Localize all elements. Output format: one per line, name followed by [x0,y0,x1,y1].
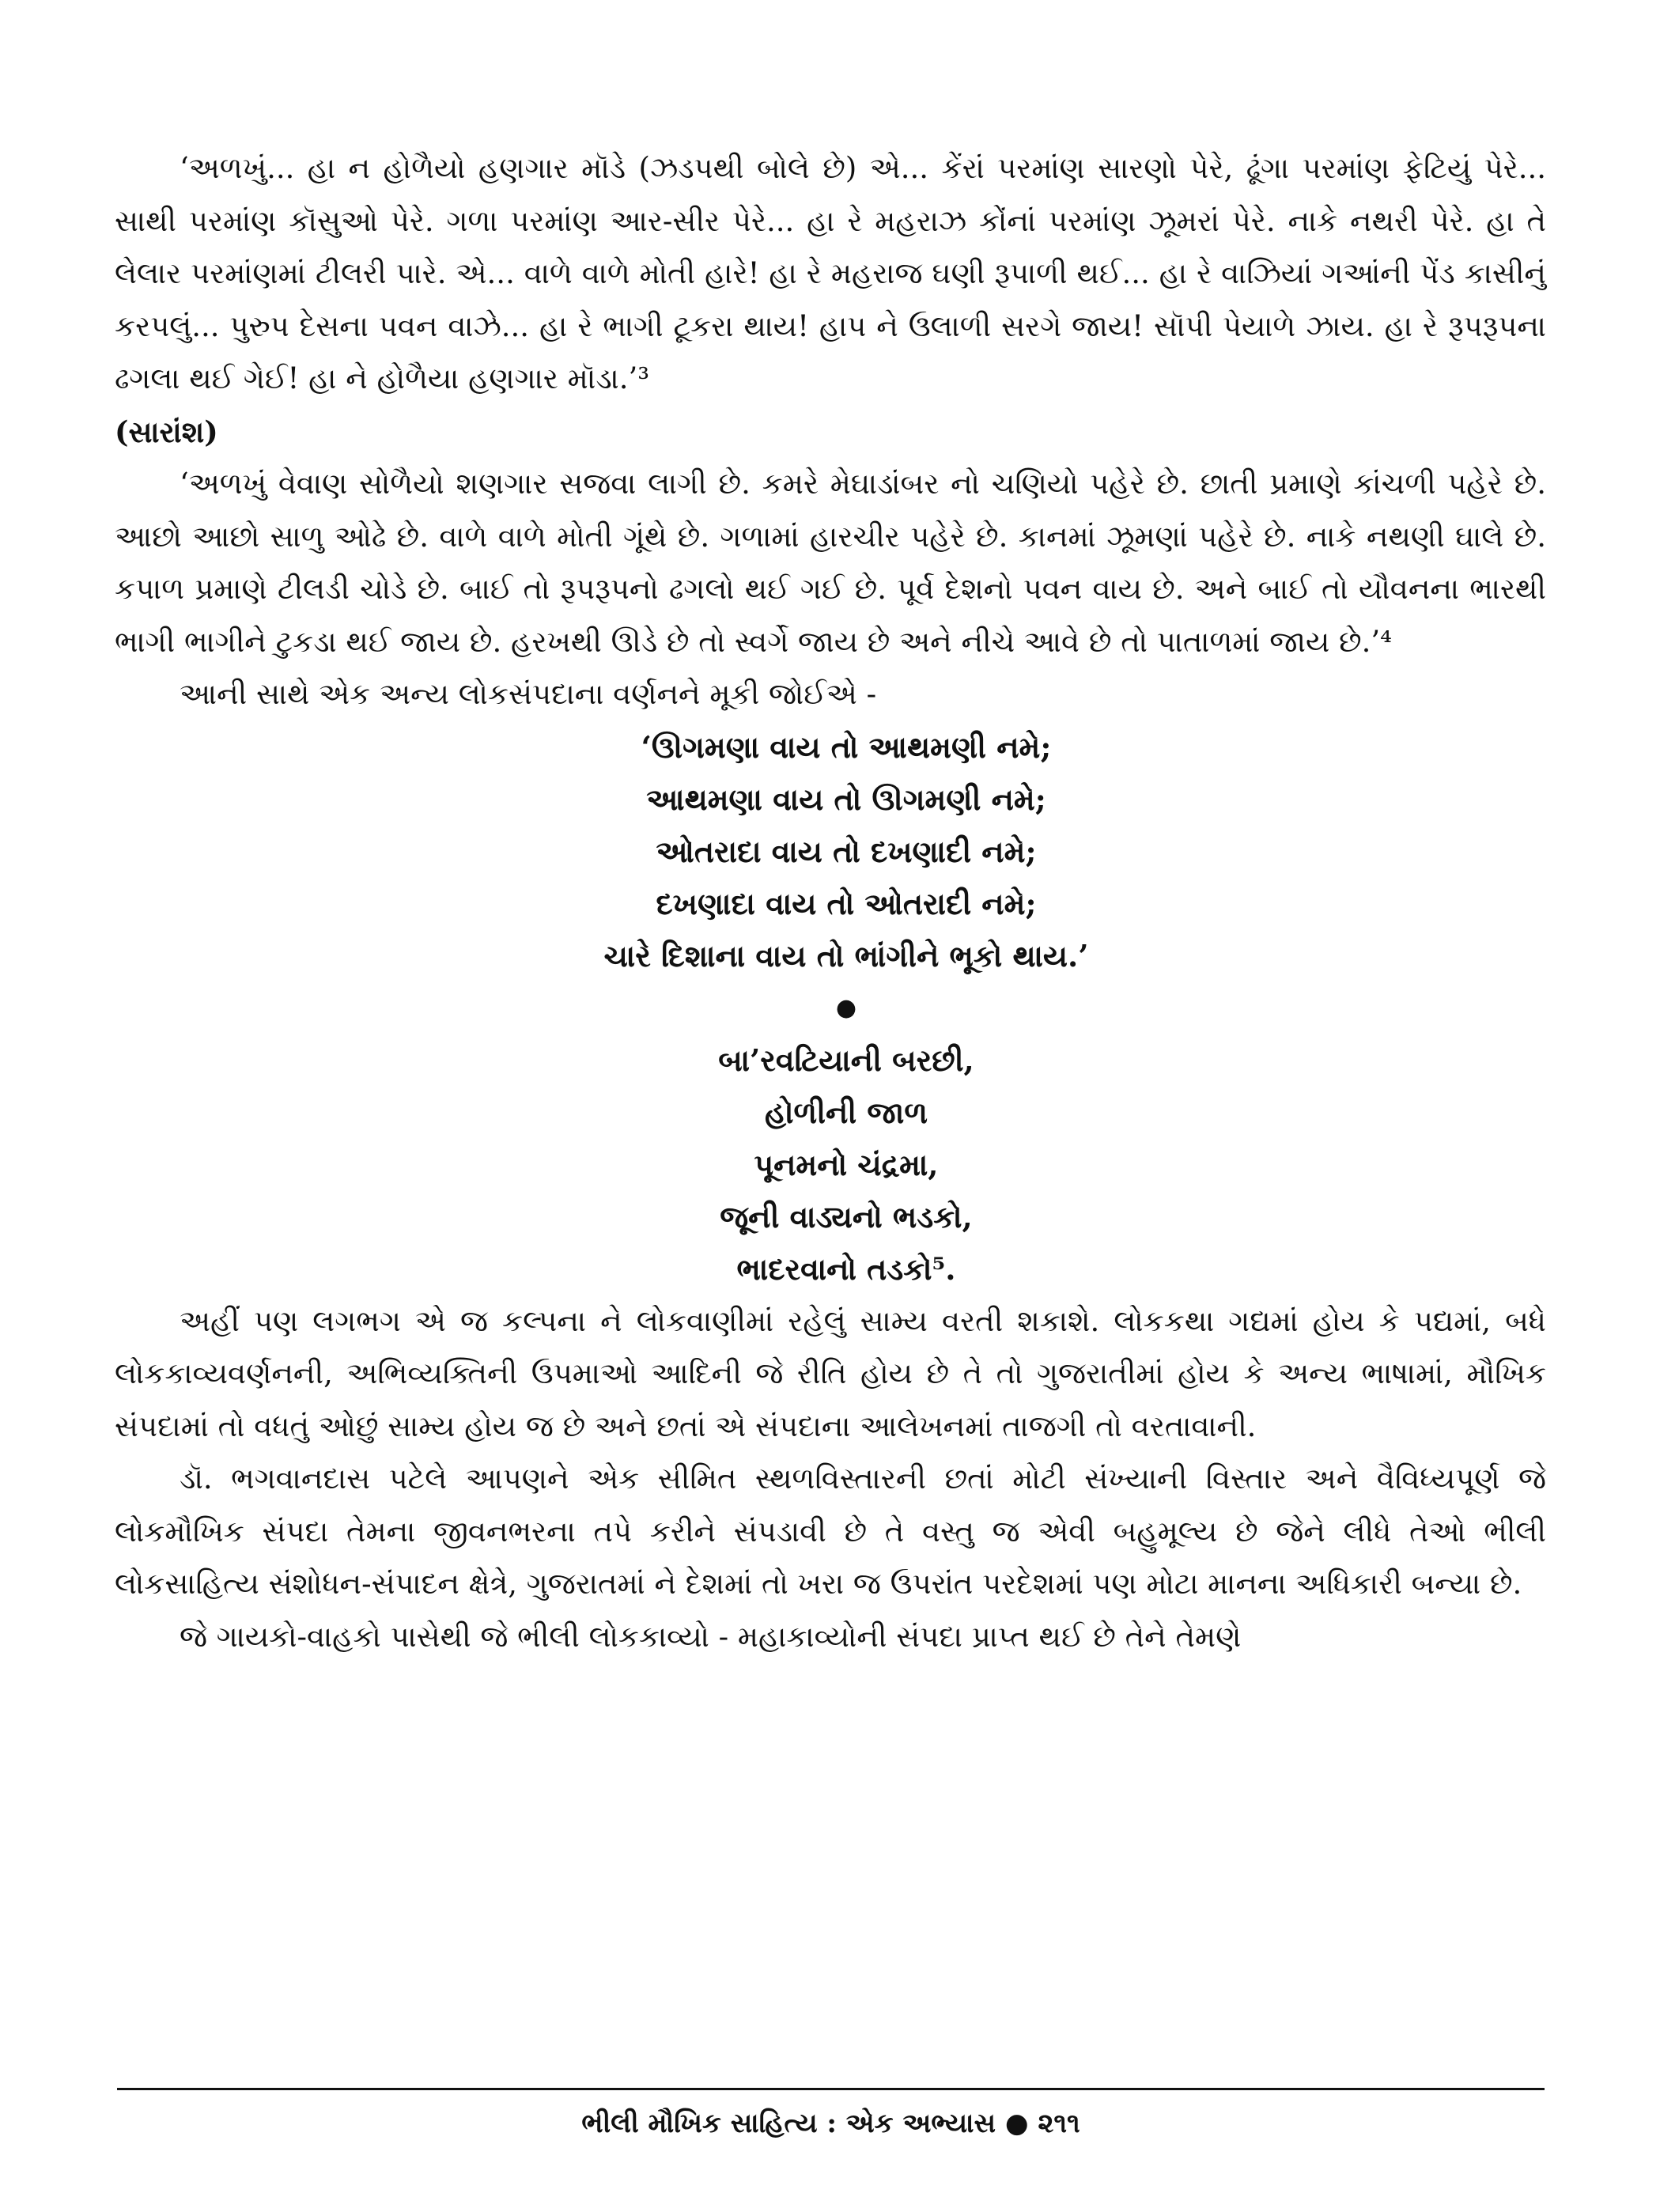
verse-two-line: પૂનમનો ચંદ્રમા, [754,1146,939,1182]
verse-one-line: ‘ઊગમણા વાય તો આથમણી નમે; [641,728,1052,765]
intro-line: આની સાથે એક અન્ય લોકસંપદાના વર્ણનને મૂકી જોઈએ - [180,677,877,711]
verse-one-line: આથમણા વાય તો ઊગમણી નમે; [646,781,1046,817]
body-paragraph: ડૉ. ભગવાનદાસ પટેલે આપણને એક સીમિત સ્થળવિસ્તારની છતાં મોટી સંખ્યાની વિસ્તાર અને વૈવિધ્યપૂર્ણ જે લોકમૌખિક સંપદા તેમના જીવનભરના તપે કરીને સંપડાવી છે તે વસ્તુ જ એવી બહુમૂલ્ય છે જેને લીધે તેઓ ભીલી લોકસાહિત્ય સંશોધન-સંપાદન ક્ષેત્રે, ગુજરાતમાં ને દેશમાં તો ખરા જ ઉપરાંત પરદેશમાં પણ મોટા માનના અધિકારી બન્યા છે. [115,1461,1546,1601]
verse-two-line: ભાદરવાનો તડકો⁵. [736,1250,956,1287]
summary-paragraph: ‘અળખું વેવાણ સોળૈયો શણગાર સજવા લાગી છે. કમરે મેઘાડાંબર નો ચણિયો પહેરે છે. છાતી પ્રમાણે કાંચળી પહેરે છે. આછો આછો સાળુ ઓઢે છે. વાળે વાળે મોતી ગૂંથે છે. ગળામાં હારચીર પહેરે છે. કાનમાં ઝૂમણાં પહેરે છે. નાકે નથણી ઘાલે છે. કપાળ પ્રમાણે ટીલડી ચોડે છે. બાઈ તો રૂપરૂપનો ઢગલો થઈ ગઈ છે. પૂર્વ દેશનો પવન વાય છે. અને બાઈ તો યૌવનના ભારથી ભાગી ભાગીને ટુકડા થઈ જાય છે. હરખથી ઊડે છે તો સ્વર્ગે જાય છે અને નીચે આવે છે તો પાતાળમાં જાય છે.’⁴ [115,467,1546,659]
body-paragraph: અહીં પણ લગભગ એ જ કલ્પના ને લોકવાણીમાં રહેલું સામ્ય વરતી શકાશે. લોકકથા ગદ્યમાં હોય કે પદ્યમાં, બધે લોકકાવ્યવર્ણનની, અભિવ્યક્તિની ઉપમાઓ આદિની જે રીતિ હોય છે તે તો ગુજરાતીમાં હોય કે અન્ય ભાષામાં, મૌખિક સંપદામાં તો વધતું ઓછું સામ્ય હોય જ છે અને છતાં એ સંપદાના આલેખનમાં તાજગી તો વરતાવાની. [115,1303,1546,1443]
quoted-passage: ‘અળખું... હા ન હોળૈયો હણગાર મૉડે (ઝડપથી બોલે છે) એ... કેંરાં પરમાંણ સારણો પેરે, ઢૂંગા પરમાંણ ફેટિયું પેરે... સાથી પરમાંણ કૉસુઓ પેરે. ગળા પરમાંણ આર-સીર પેરે... હા રે મહરાઝ કોંનાં પરમાંણ ઝૂમરાં પેરે. નાકે નથરી પેરે. હા તે લેલાર પરમાંણમાં ટીલરી પારે. એ... વાળે વાળે મોતી હારે! હા રે મહરાજ ઘણી રૂપાળી થઈ... હા રે વાઝિયાં ગઆંની પેંડ કાસીનું કરપલું... પુરુપ દેસના પવન વાઝે... હા રે ભાગી ટૂકરા થાય! હાપ ને ઉલાળી સરગે જાય! સૉપી પેયાળે ઝાય. હા રે રૂપરૂપના ઢગલા થઈ ગેઈ! હા ને હોળૈયા હણગાર મૉડા.’³ [115,151,1546,395]
footer-divider [117,2088,1545,2090]
page-footer: ભીલી મૌખિક સાહિત્ય : એક અભ્યાસ ● ૨૧૧ [581,2108,1080,2139]
verse-two [115,1034,1546,1295]
page-body [115,142,1546,1663]
verse-two-line: બા’રવટિયાની બરછી, [718,1042,974,1078]
separator-bullet-icon: ● [835,993,857,1022]
verse-one-line: ઓતરાદા વાય તો દખણાદી નમે; [656,833,1037,869]
verse-one [115,721,1546,982]
verse-one-line: ચારે દિશાના વાય તો ભાંગીને ભૂકો થાય.’ [603,937,1089,974]
verse-one-line: દખણાદા વાય તો ઓતરાદી નમે; [656,885,1037,921]
verse-two-line: જૂની વાડ્યનો ભડકો, [720,1198,973,1235]
body-paragraph: જે ગાયકો-વાહકો પાસેથી જે ભીલી લોકકાવ્યો - મહાકાવ્યોની સંપદા પ્રાપ્ત થઈ છે તેને તેમણે [180,1619,1242,1654]
summary-heading: (સારાંશ) [115,414,218,449]
verse-two-line: હોળીની જાળ [764,1094,928,1130]
